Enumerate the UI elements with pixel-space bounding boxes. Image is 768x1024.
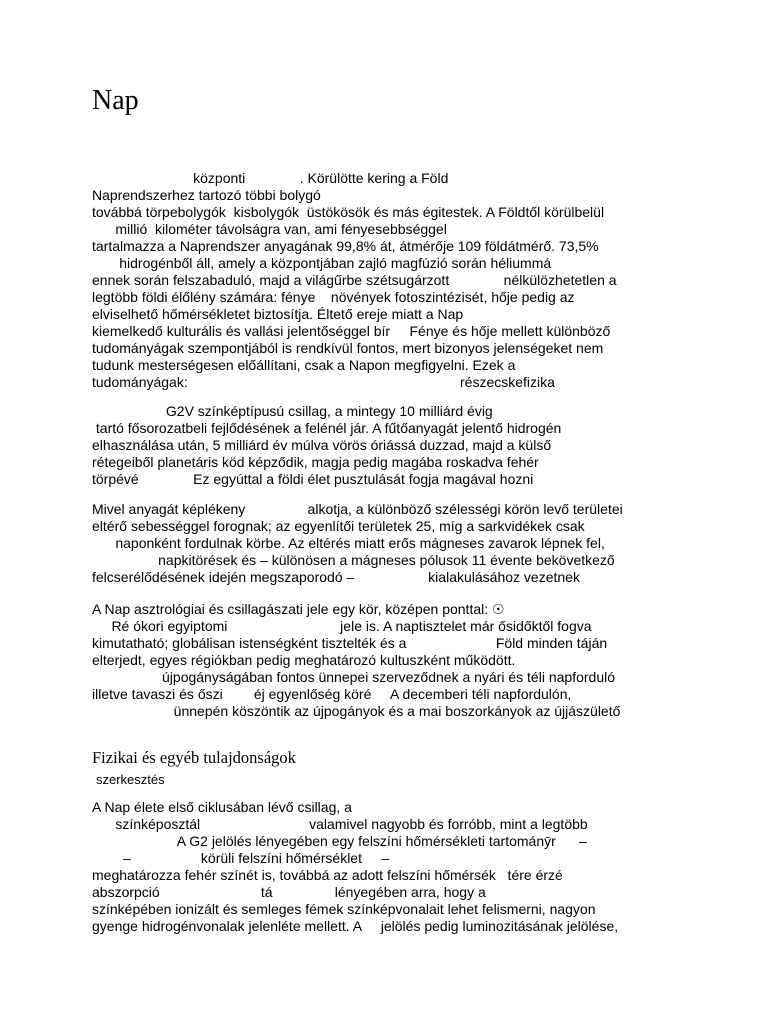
text-line: hidrogénből áll, amely a központjában zajló magfúzió során héliummá xyxy=(92,255,552,271)
text-line: központi . Körülötte kering a Föld xyxy=(92,170,449,186)
text-line: kiemelkedő kulturális és vallási jelentőséggel bír Fénye és hője mellett különböző xyxy=(92,323,611,339)
text-line: eltérő sebességgel forognak; az egyenlítői területek 25, míg a sarkvidékek csak xyxy=(92,518,585,534)
edit-link[interactable]: szerkesztés xyxy=(96,772,165,787)
text-line: színképosztál valamivel nagyobb és forróbb, mint a legtöbb xyxy=(92,816,588,832)
text-line: abszorpció tá lényegében arra, hogy a xyxy=(92,884,486,900)
text-line: újpogányságában fontos ünnepei szerveződnek a nyári és téli napforduló xyxy=(92,669,615,685)
text-line: kimutatható; globálisan istenségként tisztelték és a Föld minden táján xyxy=(92,635,608,651)
text-line: Ré ókori egyiptomi jele is. A naptisztelet már ősidőktől fogva xyxy=(92,618,592,634)
text-line: A Nap élete első ciklusában lévő csillag, a xyxy=(92,799,352,815)
text-line: színképében ionizált és semleges fémek színképvonalait lehet felismerni, nagyon xyxy=(92,901,596,917)
text-line: ünnepén köszöntik az újpogányok és a mai boszorkányok az újjászülető xyxy=(92,703,621,719)
text-line: tartalmazza a Naprendszer anyagának 99,8% át, átmérője 109 földátmérő. 73,5% xyxy=(92,238,599,254)
text-line: rétegeiből planetáris köd képződik, magja pedig magába roskadva fehér xyxy=(92,454,539,470)
text-line: Mivel anyagát képlékeny alkotja, a különböző szélességi körön levő területei xyxy=(92,501,623,517)
text-line: Naprendszerhez tartozó többi bolygó xyxy=(92,187,321,203)
text-line: millió kilométer távolságra van, ami fényesebbséggel xyxy=(92,221,447,237)
text-line: meghatározza fehér színét is, továbbá az adott felszíni hőmérsék tére érzé xyxy=(92,867,563,883)
text-line: elhasználása után, 5 milliárd év múlva vörös óriássá duzzad, majd a külső xyxy=(92,437,552,453)
text-line: A Nap asztrológiai és csillagászati jele egy kör, középen ponttal: ☉ xyxy=(92,601,505,617)
text-line: elviselhető hőmérsékletet biztosítja. Éltető ereje miatt a Nap xyxy=(92,306,464,322)
text-line: illetve tavaszi és őszi éj egyenlőség köré A decemberi téli napfordulón, xyxy=(92,686,572,702)
text-line: tudunk mesterségesen előállítani, csak a Napon megfigyelni. Ezek a xyxy=(92,357,516,373)
text-line: G2V színképtípusú csillag, a mintegy 10 milliárd évig xyxy=(92,403,493,419)
text-line: ennek során felszabaduló, majd a világűrbe szétsugárzott nélkülözhetetlen a xyxy=(92,272,617,288)
text-line: törpévé Ez egyúttal a földi élet pusztulását fogja magával hozni xyxy=(92,471,534,487)
text-line: tartó fősorozatbeli fejlődésének a felénél jár. A fűtőanyagát jelentő hidrogén xyxy=(92,420,562,436)
text-line: elterjedt, egyes régiókban pedig meghatározó kultuszként működött. xyxy=(92,652,516,668)
text-line: felcserélődésének idején megszaporodó – kialakulásához vezetnek xyxy=(92,569,580,585)
text-line: legtöbb földi élőlény számára: fénye növények fotoszintézisét, hője pedig az xyxy=(92,289,575,305)
text-line: – körüli felszíni hőmérséklet – xyxy=(92,850,390,866)
text-line: napkitörések és – különösen a mágneses pólusok 11 évente bekövetkező xyxy=(92,552,615,568)
page-title: Nap xyxy=(92,85,139,116)
text-line: tudományágak szempontjából is rendkívül fontos, mert bizonyos jelenségeket nem xyxy=(92,340,604,356)
text-line: naponként fordulnak körbe. Az eltérés miatt erős mágneses zavarok lépnek fel, xyxy=(92,535,605,551)
text-line: A G2 jelölés lényegében egy felszíni hőmérsékleti tartománȳr – xyxy=(92,833,587,849)
text-line: tudományágak: részecskefizika xyxy=(92,374,555,390)
text-line: gyenge hidrogénvonalak jelenléte mellett. A jelölés pedig luminozitásának jelölése, xyxy=(92,918,619,934)
section-heading: Fizikai és egyéb tulajdonságok xyxy=(92,748,296,767)
text-line: továbbá törpebolygók kisbolygók üstökösök és más égitestek. A Földtől körülbelül xyxy=(92,204,605,220)
